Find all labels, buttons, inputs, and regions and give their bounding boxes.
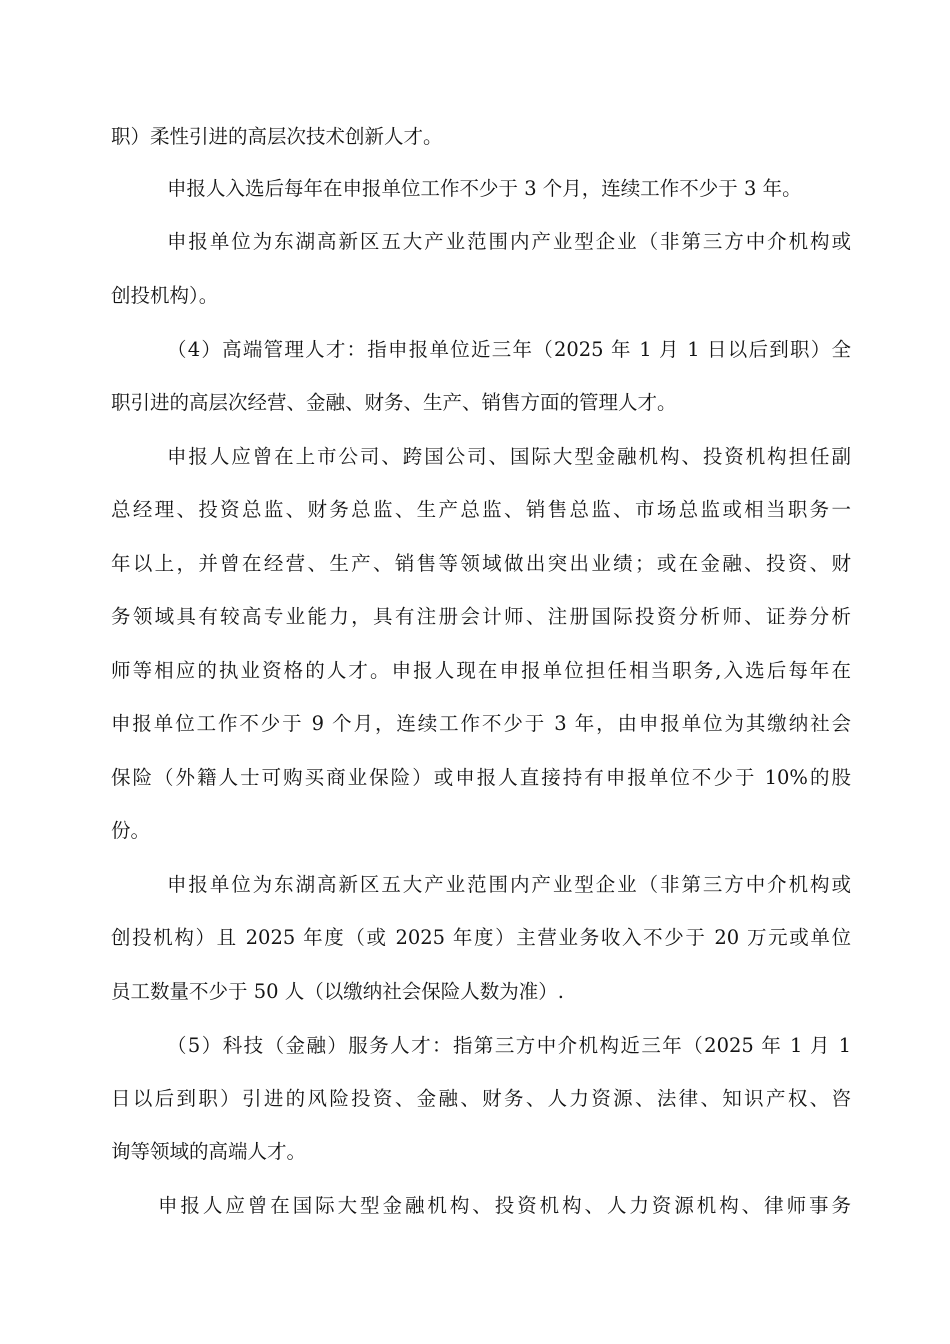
text-line-20: 询等领域的高端人才。 bbox=[111, 1140, 307, 1163]
text-line-11: 师等相应的执业资格的人才。申报人现在申报单位担任相当职务,入选后每年在 bbox=[111, 659, 851, 682]
text-line-1: 职）柔性引进的高层次技术创新人才。 bbox=[111, 125, 443, 148]
text-line-18: （5）科技（金融）服务人才：指第三方中介机构近三年（2025 年 1 月 1 bbox=[167, 1034, 851, 1057]
text-line-8: 总经理、投资总监、财务总监、生产总监、销售总监、市场总监或相当职务一 bbox=[111, 498, 851, 521]
text-line-10: 务领域具有较高专业能力，具有注册会计师、注册国际投资分析师、证券分析 bbox=[111, 605, 851, 628]
text-line-15: 申报单位为东湖高新区五大产业范围内产业型企业（非第三方中介机构或 bbox=[167, 873, 851, 896]
text-line-3: 申报单位为东湖高新区五大产业范围内产业型企业（非第三方中介机构或 bbox=[167, 230, 851, 253]
text-line-9: 年以上，并曾在经营、生产、销售等领域做出突出业绩；或在金融、投资、财 bbox=[111, 552, 851, 575]
text-line-5: （4）高端管理人才：指申报单位近三年（2025 年 1 月 1 日以后到职）全 bbox=[167, 338, 851, 361]
text-line-19: 日以后到职）引进的风险投资、金融、财务、人力资源、法律、知识产权、咨 bbox=[111, 1087, 851, 1110]
text-line-17: 员工数量不少于 50 人（以缴纳社会保险人数为准）. bbox=[111, 980, 564, 1003]
text-line-16: 创投机构）且 2025 年度（或 2025 年度）主营业务收入不少于 20 万元或单位 bbox=[111, 926, 851, 949]
text-line-21: 申报人应曾在国际大型金融机构、投资机构、人力资源机构、律师事务 bbox=[158, 1194, 851, 1217]
text-line-7: 申报人应曾在上市公司、跨国公司、国际大型金融机构、投资机构担任副 bbox=[167, 445, 851, 468]
text-line-13: 保险（外籍人士可购买商业保险）或申报人直接持有申报单位不少于 10%的股 bbox=[111, 766, 851, 789]
text-line-14: 份。 bbox=[111, 819, 151, 842]
text-line-2: 申报人入选后每年在申报单位工作不少于 3 个月，连续工作不少于 3 年。 bbox=[167, 177, 802, 200]
text-line-4: 创投机构）。 bbox=[111, 284, 219, 307]
text-line-6: 职引进的高层次经营、金融、财务、生产、销售方面的管理人才。 bbox=[111, 391, 677, 414]
text-line-12: 申报单位工作不少于 9 个月，连续工作不少于 3 年，由申报单位为其缴纳社会 bbox=[111, 712, 851, 735]
